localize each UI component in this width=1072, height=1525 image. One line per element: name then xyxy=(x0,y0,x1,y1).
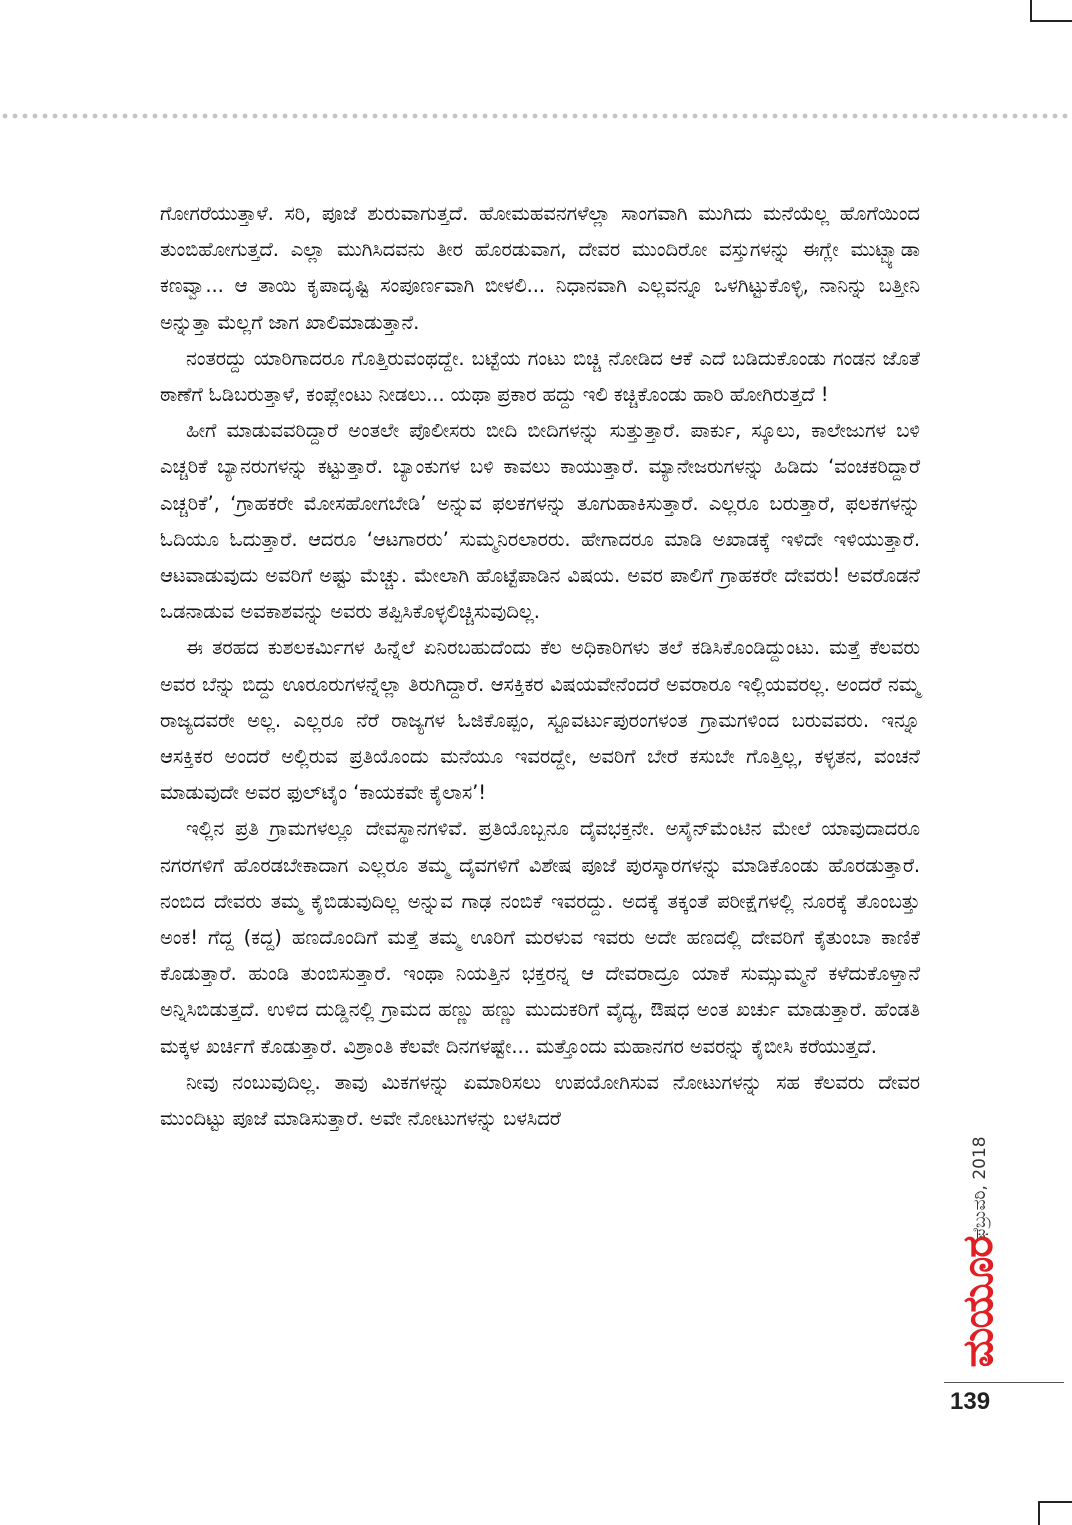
article-body xyxy=(160,196,920,1137)
paragraph-2: ನಂತರದ್ದು ಯಾರಿಗಾದರೂ ಗೊತ್ತಿರುವಂಥದ್ದೇ. ಬಟ್ಟೆಯ ಗಂಟು ಬಿಚ್ಚಿ ನೋಡಿದ ಆಕೆ ಎದೆ ಬಡಿದುಕೊಂಡು ಗಂಡನ ಜೊತೆ ಠಾಣೆಗೆ ಓಡಿಬರುತ್ತಾಳೆ, ಕಂಪ್ಲೇಂಟು ನೀಡಲು... ಯಥಾ ಪ್ರಕಾರ ಹದ್ದು ಇಲಿ ಕಚ್ಚಿಕೊಂಡು ಹಾರಿ ಹೋಗಿರುತ್ತದೆ ! xyxy=(160,346,920,407)
paragraph-1: ಗೋಗರೆಯುತ್ತಾಳೆ. ಸರಿ, ಪೂಜೆ ಶುರುವಾಗುತ್ತದೆ. ಹೋಮಹವನಗಳೆಲ್ಲಾ ಸಾಂಗವಾಗಿ ಮುಗಿದು ಮನೆಯೆಲ್ಲ ಹೊಗೆಯಿಂದ ತುಂಬಿಹೋಗುತ್ತದೆ. ಎಲ್ಲಾ ಮುಗಿಸಿದವನು ತೀರ ಹೊರಡುವಾಗ, ದೇವರ ಮುಂದಿರೋ ವಸ್ತುಗಳನ್ನು ಈಗ್ಲೇ ಮುಟ್ಬ್ಯಾಡಾ ಕಣವ್ವಾ... ಆ ತಾಯಿ ಕೃಪಾದೃಷ್ಟಿ ಸಂಪೂರ್ಣವಾಗಿ ಬೀಳಲಿ... ನಿಧಾನವಾಗಿ ಎಲ್ಲವನ್ನೂ ಒಳಗಿಟ್ಟುಕೊಳ್ಳಿ, ನಾನಿನ್ನು ಬತ್ತೀನಿ ಅನ್ನುತ್ತಾ ಮೆಲ್ಲಗೆ ಜಾಗ ಖಾಲಿಮಾಡುತ್ತಾನೆ. xyxy=(160,202,920,334)
crop-mark-top-right xyxy=(1030,0,1072,22)
issue-date: ಫೆಬ್ರುವರಿ, 2018 xyxy=(970,1136,990,1240)
magazine-logo: ಮಯೂರ xyxy=(953,1236,1002,1368)
dotted-divider xyxy=(0,112,1072,120)
page-number: 139 xyxy=(950,1388,991,1415)
paragraph-4: ಈ ತರಹದ ಕುಶಲಕರ್ಮಿಗಳ ಹಿನ್ನೆಲೆ ಏನಿರಬಹುದೆಂದು ಕೆಲ ಅಧಿಕಾರಿಗಳು ತಲೆ ಕಡಿಸಿಕೊಂಡಿದ್ದುಂಟು. ಮತ್ತೆ ಕೆಲವರು ಅವರ ಬೆನ್ನು ಬಿದ್ದು ಊರೂರುಗಳನ್ನೆಲ್ಲಾ ತಿರುಗಿದ್ದಾರೆ. ಆಸಕ್ತಿಕರ ವಿಷಯವೇನೆಂದರೆ ಅವರಾರೂ ಇಲ್ಲಿಯವರಲ್ಲ. ಅಂದರೆ ನಮ್ಮ ರಾಜ್ಯದವರೇ ಅಲ್ಲ. ಎಲ್ಲರೂ ನೆರೆ ರಾಜ್ಯಗಳ ಓಜಿಕೊಪ್ಪಂ, ಸ್ಟೂವರ್ಟುಪುರಂಗಳಂತ ಗ್ರಾಮಗಳಿಂದ ಬರುವವರು. ಇನ್ನೂ ಆಸಕ್ತಿಕರ ಅಂದರೆ ಅಲ್ಲಿರುವ ಪ್ರತಿಯೊಂದು ಮನೆಯೂ ಇವರದ್ದೇ, ಅವರಿಗೆ ಬೇರೆ ಕಸುಬೇ ಗೊತ್ತಿಲ್ಲ, ಕಳ್ಳತನ, ವಂಚನೆ ಮಾಡುವುದೇ ಅವರ ಫುಲ್‌ಟೈಂ ‘ಕಾಯಕವೇ ಕೈಲಾಸ’! xyxy=(160,636,920,805)
paragraph-6: ನೀವು ನಂಬುವುದಿಲ್ಲ. ತಾವು ಮಿಕಗಳನ್ನು ಏಮಾರಿಸಲು ಉಪಯೋಗಿಸುವ ನೋಟುಗಳನ್ನು ಸಹ ಕೆಲವರು ದೇವರ ಮುಂದಿಟ್ಟು ಪೂಜೆ ಮಾಡಿಸುತ್ತಾರೆ. ಅವೇ ನೋಟುಗಳನ್ನು ಬಳಸಿದರೆ xyxy=(160,1070,920,1131)
paragraph-5: ಇಲ್ಲಿನ ಪ್ರತಿ ಗ್ರಾಮಗಳಲ್ಲೂ ದೇವಸ್ಥಾನಗಳಿವೆ. ಪ್ರತಿಯೊಬ್ಬನೂ ದೈವಭಕ್ತನೇ. ಅಸೈನ್‌ಮೆಂಟಿನ ಮೇಲೆ ಯಾವುದಾದರೂ ನಗರಗಳಿಗೆ ಹೊರಡಬೇಕಾದಾಗ ಎಲ್ಲರೂ ತಮ್ಮ ದೈವಗಳಿಗೆ ವಿಶೇಷ ಪೂಜೆ ಪುರಸ್ಕಾರಗಳನ್ನು ಮಾಡಿಕೊಂಡು ಹೊರಡುತ್ತಾರೆ. ನಂಬಿದ ದೇವರು ತಮ್ಮ ಕೈಬಿಡುವುದಿಲ್ಲ ಅನ್ನುವ ಗಾಢ ನಂಬಿಕೆ ಇವರದ್ದು. ಅದಕ್ಕೆ ತಕ್ಕಂತೆ ಪರೀಕ್ಷೆಗಳಲ್ಲಿ ನೂರಕ್ಕೆ ತೊಂಬತ್ತು ಅಂಕ! ಗೆದ್ದ (ಕದ್ದ) ಹಣದೊಂದಿಗೆ ಮತ್ತೆ ತಮ್ಮ ಊರಿಗೆ ಮರಳುವ ಇವರು ಅದೇ ಹಣದಲ್ಲಿ ದೇವರಿಗೆ ಕೈತುಂಬಾ ಕಾಣಿಕೆ ಕೊಡುತ್ತಾರೆ. ಹುಂಡಿ ತುಂಬಿಸುತ್ತಾರೆ. ಇಂಥಾ ನಿಯತ್ತಿನ ಭಕ್ತರನ್ನ ಆ ದೇವರಾದ್ರೂ ಯಾಕೆ ಸುಮ್ಸುಮ್ಮನೆ ಕಳೆದುಕೊಳ್ತಾನೆ ಅನ್ನಿಸಿಬಿಡುತ್ತದೆ. ಉಳಿದ ದುಡ್ಡಿನಲ್ಲಿ ಗ್ರಾಮದ ಹಣ್ಣು ಹಣ್ಣು ಮುದುಕರಿಗೆ ವೈದ್ಯ, ಔಷಧ ಅಂತ ಖರ್ಚು ಮಾಡುತ್ತಾರೆ. ಹೆಂಡತಿ ಮಕ್ಕಳ ಖರ್ಚಿಗೆ ಕೊಡುತ್ತಾರೆ. ವಿಶ್ರಾಂತಿ ಕೆಲವೇ ದಿನಗಳಷ್ಟೇ... ಮತ್ತೊಂದು ಮಹಾನಗರ ಅವರನ್ನು ಕೈಬೀಸಿ ಕರೆಯುತ್ತದೆ. xyxy=(160,817,920,1058)
folio-rule xyxy=(944,1382,1064,1383)
crop-mark-bottom-right xyxy=(1038,1501,1072,1525)
paragraph-3: ಹೀಗೆ ಮಾಡುವವರಿದ್ದಾರೆ ಅಂತಲೇ ಪೊಲೀಸರು ಬೀದಿ ಬೀದಿಗಳನ್ನು ಸುತ್ತುತ್ತಾರೆ. ಪಾರ್ಕು, ಸ್ಕೂಲು, ಕಾಲೇಜುಗಳ ಬಳಿ ಎಚ್ಚರಿಕೆ ಬ್ಯಾನರುಗಳನ್ನು ಕಟ್ಟುತ್ತಾರೆ. ಬ್ಯಾಂಕುಗಳ ಬಳಿ ಕಾವಲು ಕಾಯುತ್ತಾರೆ. ಮ್ಯಾನೇಜರುಗಳನ್ನು ಹಿಡಿದು ‘ವಂಚಕರಿದ್ದಾರೆ ಎಚ್ಚರಿಕೆ’, ‘ಗ್ರಾಹಕರೇ ಮೋಸಹೋಗಬೇಡಿ’ ಅನ್ನುವ ಫಲಕಗಳನ್ನು ತೂಗುಹಾಕಿಸುತ್ತಾರೆ. ಎಲ್ಲರೂ ಬರುತ್ತಾರೆ, ಫಲಕಗಳನ್ನು ಓದಿಯೂ ಓದುತ್ತಾರೆ. ಆದರೂ ‘ಆಟಗಾರರು’ ಸುಮ್ಮನಿರಲಾರರು. ಹೇಗಾದರೂ ಮಾಡಿ ಅಖಾಡಕ್ಕೆ ಇಳಿದೇ ಇಳಿಯುತ್ತಾರೆ. ಆಟವಾಡುವುದು ಅವರಿಗೆ ಅಷ್ಟು ಮೆಚ್ಚು. ಮೇಲಾಗಿ ಹೊಟ್ಟೆಪಾಡಿನ ವಿಷಯ. ಅವರ ಪಾಲಿಗೆ ಗ್ರಾಹಕರೇ ದೇವರು! ಅವರೊಡನೆ ಒಡನಾಡುವ ಅವಕಾಶವನ್ನು ಅವರು ತಪ್ಪಿಸಿಕೊಳ್ಳಲಿಚ್ಚಿಸುವುದಿಲ್ಲ. xyxy=(160,419,920,624)
